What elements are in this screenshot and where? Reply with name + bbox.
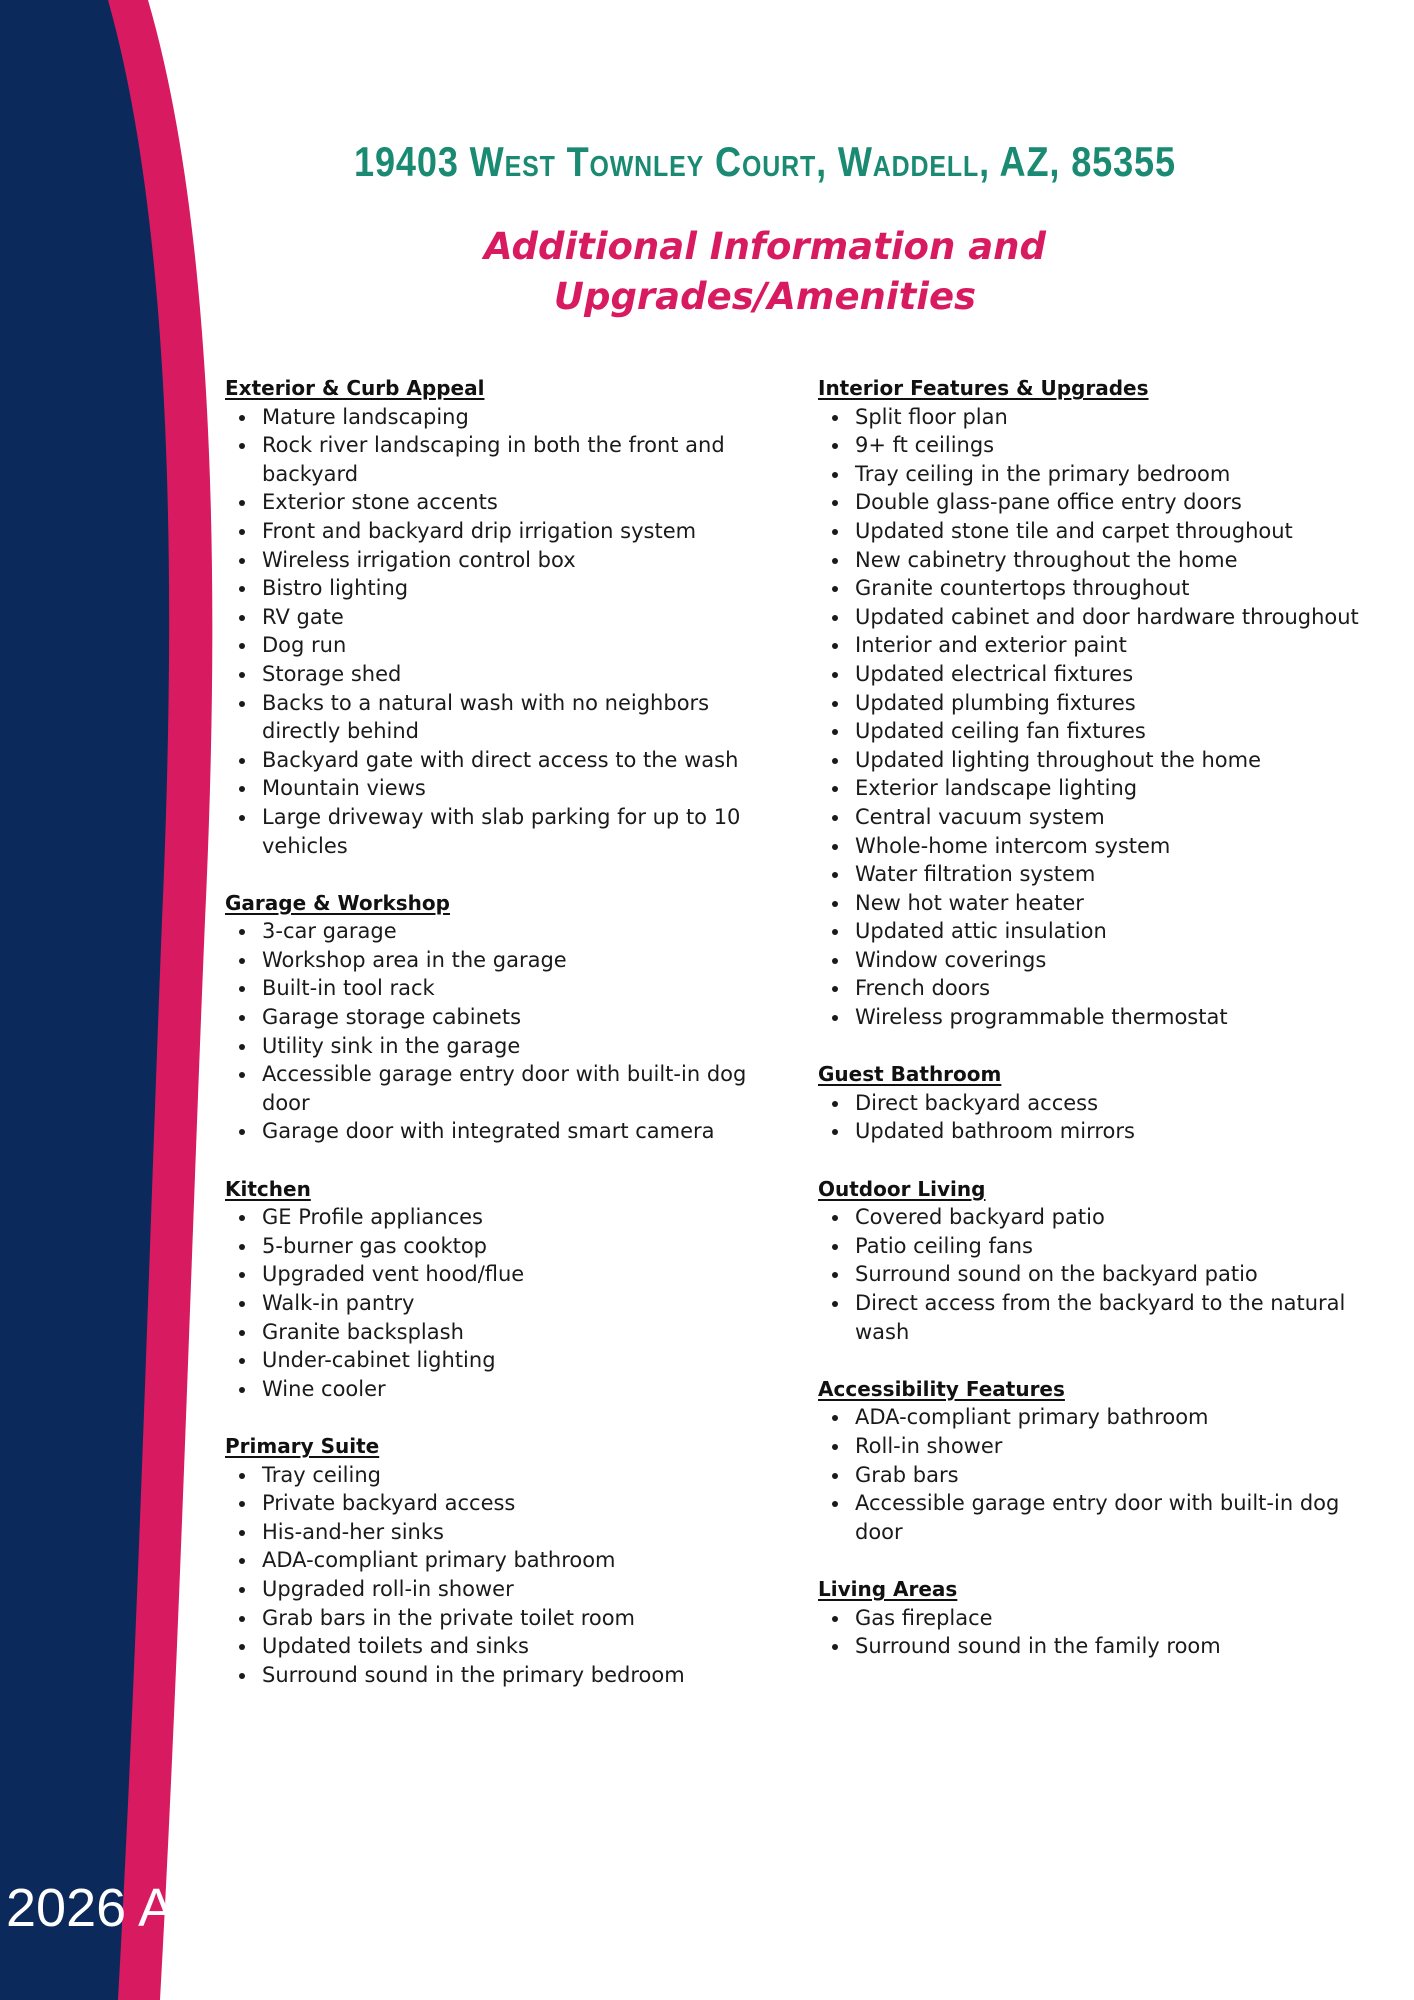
copyright-watermark: 2026 ARMLS	[6, 1878, 325, 1938]
feature-item: Backs to a natural wash with no neighbors directly behind	[225, 689, 790, 746]
feature-list	[818, 1604, 1390, 1661]
feature-item: Bistro lighting	[225, 574, 790, 603]
feature-item: Workshop area in the garage	[225, 946, 790, 975]
feature-item: Granite backsplash	[225, 1318, 790, 1347]
section-heading: Interior Features & Upgrades	[818, 376, 1149, 400]
feature-item: Updated bathroom mirrors	[818, 1117, 1390, 1146]
section-exterior-curb-appeal	[225, 374, 790, 860]
feature-item: 5-burner gas cooktop	[225, 1232, 790, 1261]
feature-item: Utility sink in the garage	[225, 1032, 790, 1061]
feature-item: Updated attic insulation	[818, 917, 1390, 946]
feature-item: Granite countertops throughout	[818, 574, 1390, 603]
section-living-areas	[818, 1575, 1390, 1661]
feature-item: Dog run	[225, 631, 790, 660]
feature-item: Updated toilets and sinks	[225, 1632, 790, 1661]
feature-item: Gas fireplace	[818, 1604, 1390, 1633]
section-accessibility-features	[818, 1375, 1390, 1547]
feature-item: 3-car garage	[225, 917, 790, 946]
feature-item: Central vacuum system	[818, 803, 1390, 832]
feature-item: New cabinetry throughout the home	[818, 546, 1390, 575]
feature-list	[818, 403, 1390, 1032]
feature-list	[818, 1203, 1390, 1346]
subtitle-line-2: Upgrades/Amenities	[553, 275, 977, 318]
feature-item: Wireless programmable thermostat	[818, 1003, 1390, 1032]
section-heading: Primary Suite	[225, 1433, 380, 1458]
section-kitchen	[225, 1175, 790, 1404]
section-garage-workshop	[225, 889, 790, 1146]
feature-item: Private backyard access	[225, 1489, 790, 1518]
feature-item: Updated cabinet and door hardware throughout	[818, 603, 1390, 632]
feature-item: Garage door with integrated smart camera	[225, 1117, 790, 1146]
feature-item: Wine cooler	[225, 1375, 790, 1404]
feature-item: Window coverings	[818, 946, 1390, 975]
feature-item: Upgraded roll-in shower	[225, 1575, 790, 1604]
feature-item: Mountain views	[225, 774, 790, 803]
feature-item: Accessible garage entry door with built-in dog door	[225, 1060, 790, 1117]
section-guest-bathroom	[818, 1060, 1390, 1146]
feature-item: Exterior landscape lighting	[818, 774, 1390, 803]
feature-list	[225, 1203, 790, 1403]
feature-item: Upgraded vent hood/flue	[225, 1260, 790, 1289]
feature-item: Garage storage cabinets	[225, 1003, 790, 1032]
feature-item: Exterior stone accents	[225, 488, 790, 517]
feature-item: Mature landscaping	[225, 403, 790, 432]
section-primary-suite	[225, 1432, 790, 1689]
feature-item: Interior and exterior paint	[818, 631, 1390, 660]
feature-item: Built-in tool rack	[225, 974, 790, 1003]
feature-item: Covered backyard patio	[818, 1203, 1390, 1232]
feature-item: Large driveway with slab parking for up to 10 vehicles	[225, 803, 790, 860]
section-heading: Guest Bathroom	[818, 1062, 1002, 1087]
feature-item: Grab bars in the private toilet room	[225, 1604, 790, 1633]
section-heading: Exterior & Curb Appeal	[225, 376, 485, 400]
feature-item: Double glass-pane office entry doors	[818, 488, 1390, 517]
section-heading: Garage & Workshop	[225, 890, 450, 915]
feature-item: Surround sound in the family room	[818, 1632, 1390, 1661]
feature-item: ADA-compliant primary bathroom	[225, 1546, 790, 1575]
feature-item: Updated plumbing fixtures	[818, 689, 1390, 718]
feature-item: Walk-in pantry	[225, 1289, 790, 1318]
left-column	[225, 374, 790, 1718]
feature-item: Water filtration system	[818, 860, 1390, 889]
feature-list	[225, 1461, 790, 1690]
feature-item: Front and backyard drip irrigation system	[225, 517, 790, 546]
right-column	[818, 374, 1390, 1689]
feature-item: Updated ceiling fan fixtures	[818, 717, 1390, 746]
feature-item: Surround sound on the backyard patio	[818, 1260, 1390, 1289]
feature-item: Accessible garage entry door with built-in dog door	[818, 1489, 1390, 1546]
feature-item: Direct access from the backyard to the natural wash	[818, 1289, 1390, 1346]
feature-item: Tray ceiling	[225, 1461, 790, 1490]
subtitle-line-1: Additional Information and	[483, 225, 1046, 268]
feature-item: Grab bars	[818, 1461, 1390, 1490]
feature-item: Surround sound in the primary bedroom	[225, 1661, 790, 1690]
feature-item: Updated electrical fixtures	[818, 660, 1390, 689]
feature-list	[225, 403, 790, 861]
feature-item: His-and-her sinks	[225, 1518, 790, 1547]
feature-item: ADA-compliant primary bathroom	[818, 1403, 1390, 1432]
section-heading: Kitchen	[225, 1176, 311, 1201]
property-address: 19403 West Townley Court, Waddell, AZ, 85355	[354, 138, 1176, 185]
document-subtitle	[230, 222, 1300, 322]
feature-item: Updated lighting throughout the home	[818, 746, 1390, 775]
section-heading: Living Areas	[818, 1576, 958, 1601]
feature-item: Updated stone tile and carpet throughout	[818, 517, 1390, 546]
feature-list	[818, 1403, 1390, 1546]
section-heading: Outdoor Living	[818, 1176, 986, 1201]
feature-item: Tray ceiling in the primary bedroom	[818, 460, 1390, 489]
feature-item: Wireless irrigation control box	[225, 546, 790, 575]
feature-item: Roll-in shower	[818, 1432, 1390, 1461]
feature-list	[225, 917, 790, 1146]
feature-item: 9+ ft ceilings	[818, 431, 1390, 460]
feature-item: GE Profile appliances	[225, 1203, 790, 1232]
section-interior-features-upgrades	[818, 374, 1390, 1032]
section-outdoor-living	[818, 1175, 1390, 1347]
feature-item: Under-cabinet lighting	[225, 1346, 790, 1375]
feature-item: Direct backyard access	[818, 1089, 1390, 1118]
feature-item: Backyard gate with direct access to the wash	[225, 746, 790, 775]
feature-item: Rock river landscaping in both the front and backyard	[225, 431, 790, 488]
feature-item: RV gate	[225, 603, 790, 632]
feature-list	[818, 1089, 1390, 1146]
section-heading: Accessibility Features	[818, 1376, 1065, 1401]
feature-item: Whole-home intercom system	[818, 832, 1390, 861]
feature-item: New hot water heater	[818, 889, 1390, 918]
feature-item: Storage shed	[225, 660, 790, 689]
feature-item: French doors	[818, 974, 1390, 1003]
feature-item: Split floor plan	[818, 403, 1390, 432]
feature-item: Patio ceiling fans	[818, 1232, 1390, 1261]
